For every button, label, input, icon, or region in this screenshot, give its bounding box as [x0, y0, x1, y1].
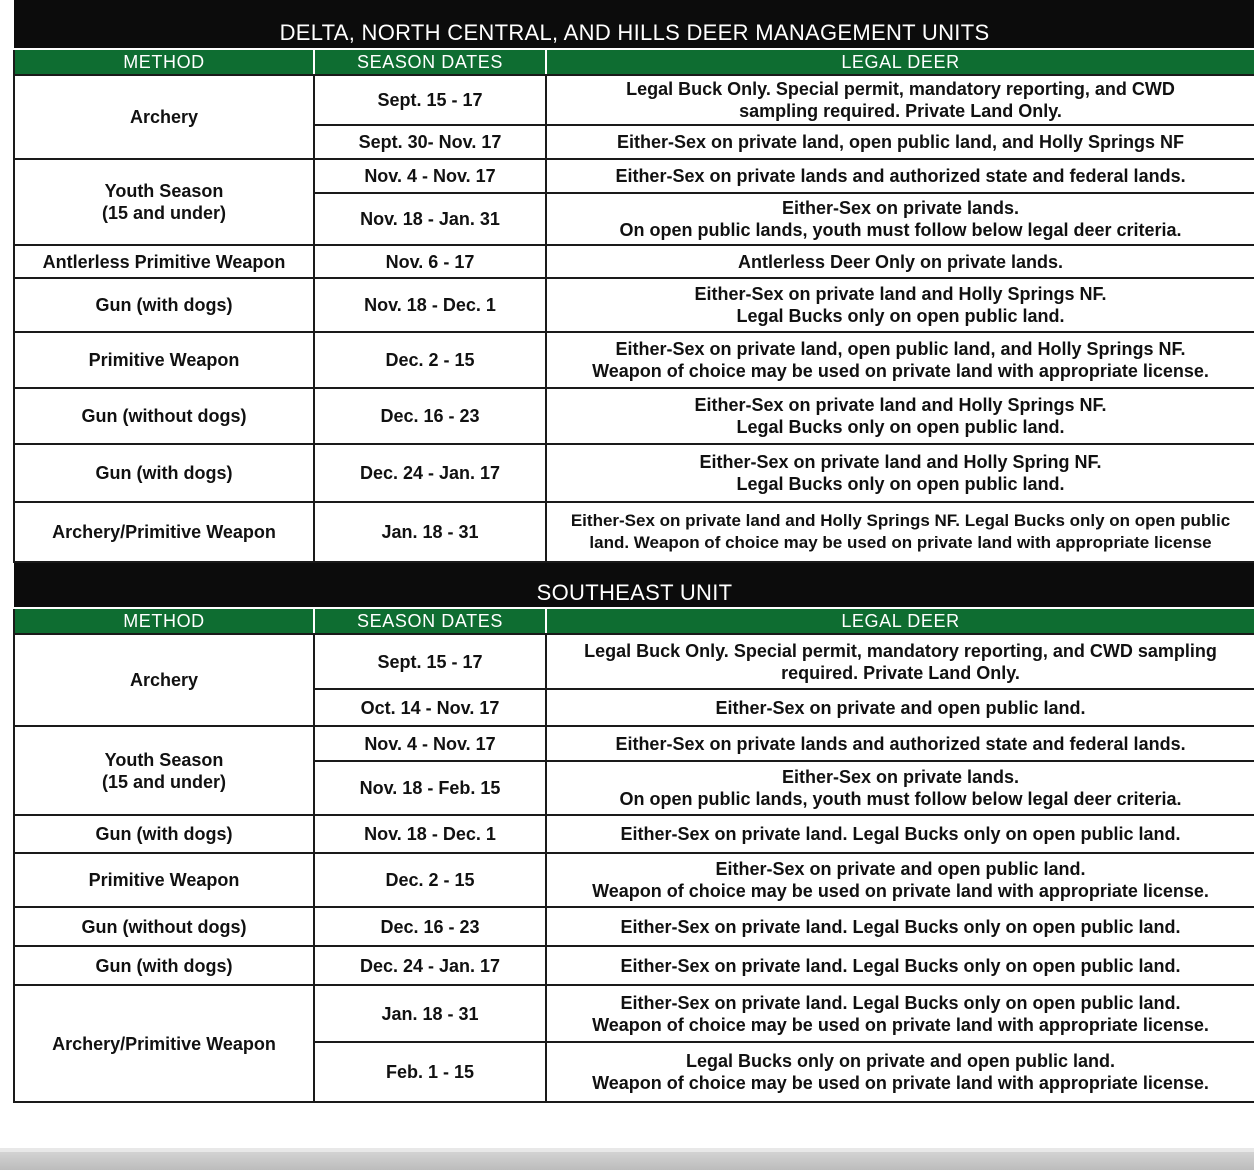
legal-deer-cell: Either-Sex on private lands and authorized state and federal lands.	[546, 159, 1254, 193]
legal-deer-cell: Either-Sex on private land, open public land, and Holly Springs NF	[546, 125, 1254, 159]
legal-deer-cell: Either-Sex on private land. Legal Bucks only on open public land.	[546, 815, 1254, 853]
method-cell: Antlerless Primitive Weapon	[14, 245, 314, 278]
method-cell: Youth Season (15 and under)	[14, 159, 314, 245]
column-header-legal-deer: LEGAL DEER	[546, 608, 1254, 634]
dates-cell: Dec. 24 - Jan. 17	[314, 946, 546, 985]
method-cell: Gun (without dogs)	[14, 907, 314, 946]
section-title-row	[14, 562, 1254, 608]
legal-deer-cell: Either-Sex on private land and Holly Springs NF. Legal Bucks only on open public land.	[546, 278, 1254, 332]
method-cell: Gun (with dogs)	[14, 278, 314, 332]
method-cell: Gun (with dogs)	[14, 444, 314, 502]
dates-cell: Dec. 16 - 23	[314, 907, 546, 946]
table-row	[14, 726, 1254, 761]
legal-deer-cell: Either-Sex on private land. Legal Bucks only on open public land.	[546, 946, 1254, 985]
table-row	[14, 946, 1254, 985]
column-header-row	[14, 608, 1254, 634]
dates-cell: Nov. 18 - Dec. 1	[314, 815, 546, 853]
dates-cell: Sept. 15 - 17	[314, 75, 546, 125]
method-cell: Gun (without dogs)	[14, 388, 314, 444]
legal-deer-cell: Either-Sex on private land and Holly Springs NF. Legal Bucks only on open public land.	[546, 388, 1254, 444]
table-row	[14, 159, 1254, 193]
dates-cell: Nov. 18 - Jan. 31	[314, 193, 546, 245]
table-row	[14, 634, 1254, 689]
method-cell: Archery	[14, 75, 314, 159]
dates-cell: Nov. 4 - Nov. 17	[314, 159, 546, 193]
legal-deer-cell: Legal Bucks only on private and open public land. Weapon of choice may be used on private land with appropriate license.	[546, 1042, 1254, 1102]
column-header-legal-deer: LEGAL DEER	[546, 49, 1254, 75]
column-header-row	[14, 49, 1254, 75]
dates-cell: Jan. 18 - 31	[314, 985, 546, 1042]
dates-cell: Sept. 15 - 17	[314, 634, 546, 689]
dates-cell: Dec. 24 - Jan. 17	[314, 444, 546, 502]
legal-deer-cell: Legal Buck Only. Special permit, mandatory reporting, and CWD sampling required. Private Land Only.	[546, 634, 1254, 689]
method-cell: Archery/Primitive Weapon	[14, 502, 314, 562]
legal-deer-cell: Antlerless Deer Only on private lands.	[546, 245, 1254, 278]
dates-cell: Oct. 14 - Nov. 17	[314, 689, 546, 726]
dates-cell: Jan. 18 - 31	[314, 502, 546, 562]
legal-deer-cell: Either-Sex on private land. Legal Bucks only on open public land.	[546, 907, 1254, 946]
legal-deer-cell: Either-Sex on private and open public land. Weapon of choice may be used on private land with appropriate license.	[546, 853, 1254, 907]
dates-cell: Nov. 6 - 17	[314, 245, 546, 278]
table-row	[14, 278, 1254, 332]
method-cell: Primitive Weapon	[14, 332, 314, 388]
method-cell: Gun (with dogs)	[14, 946, 314, 985]
section-title-row	[14, 0, 1254, 49]
legal-deer-cell: Either-Sex on private lands. On open public lands, youth must follow below legal deer criteria.	[546, 761, 1254, 815]
table-row	[14, 332, 1254, 388]
bottom-edge-highlight	[0, 1148, 1254, 1152]
method-cell: Youth Season (15 and under)	[14, 726, 314, 815]
method-cell: Archery/Primitive Weapon	[14, 985, 314, 1102]
table-row	[14, 907, 1254, 946]
dates-cell: Dec. 2 - 15	[314, 853, 546, 907]
section-2-title: SOUTHEAST UNIT	[14, 562, 1254, 608]
legal-deer-cell: Either-Sex on private lands and authorized state and federal lands.	[546, 726, 1254, 761]
table-row	[14, 985, 1254, 1042]
season-chart	[13, 0, 1254, 1103]
legal-deer-cell: Either-Sex on private land and Holly Spring NF. Legal Bucks only on open public land.	[546, 444, 1254, 502]
table-row	[14, 444, 1254, 502]
legal-deer-cell: Either-Sex on private land, open public land, and Holly Springs NF. Weapon of choice may be used on private land with appropriate license.	[546, 332, 1254, 388]
bottom-edge-bar	[0, 1148, 1254, 1170]
table-row	[14, 815, 1254, 853]
legal-deer-cell: Either-Sex on private land. Legal Bucks only on open public land. Weapon of choice may be used on private land with appropriate license.	[546, 985, 1254, 1042]
dates-cell: Nov. 18 - Dec. 1	[314, 278, 546, 332]
legal-deer-cell: Either-Sex on private lands. On open public lands, youth must follow below legal deer criteria.	[546, 193, 1254, 245]
column-header-season-dates: SEASON DATES	[314, 49, 546, 75]
table-row	[14, 75, 1254, 125]
dates-cell: Dec. 2 - 15	[314, 332, 546, 388]
deer-season-table	[13, 0, 1254, 1103]
table-row	[14, 502, 1254, 562]
table-row	[14, 388, 1254, 444]
method-cell: Gun (with dogs)	[14, 815, 314, 853]
method-cell: Primitive Weapon	[14, 853, 314, 907]
dates-cell: Nov. 18 - Feb. 15	[314, 761, 546, 815]
method-cell: Archery	[14, 634, 314, 726]
column-header-method: METHOD	[14, 49, 314, 75]
table-row	[14, 245, 1254, 278]
legal-deer-cell: Legal Buck Only. Special permit, mandatory reporting, and CWD sampling required. Private Land Only.	[546, 75, 1254, 125]
section-1-title: DELTA, NORTH CENTRAL, AND HILLS DEER MANAGEMENT UNITS	[14, 0, 1254, 49]
table-row	[14, 853, 1254, 907]
dates-cell: Feb. 1 - 15	[314, 1042, 546, 1102]
dates-cell: Nov. 4 - Nov. 17	[314, 726, 546, 761]
column-header-season-dates: SEASON DATES	[314, 608, 546, 634]
dates-cell: Sept. 30- Nov. 17	[314, 125, 546, 159]
column-header-method: METHOD	[14, 608, 314, 634]
legal-deer-cell: Either-Sex on private land and Holly Springs NF. Legal Bucks only on open public land. Weapon of choice may be used on private land with appropriate license	[546, 502, 1254, 562]
legal-deer-cell: Either-Sex on private and open public land.	[546, 689, 1254, 726]
dates-cell: Dec. 16 - 23	[314, 388, 546, 444]
